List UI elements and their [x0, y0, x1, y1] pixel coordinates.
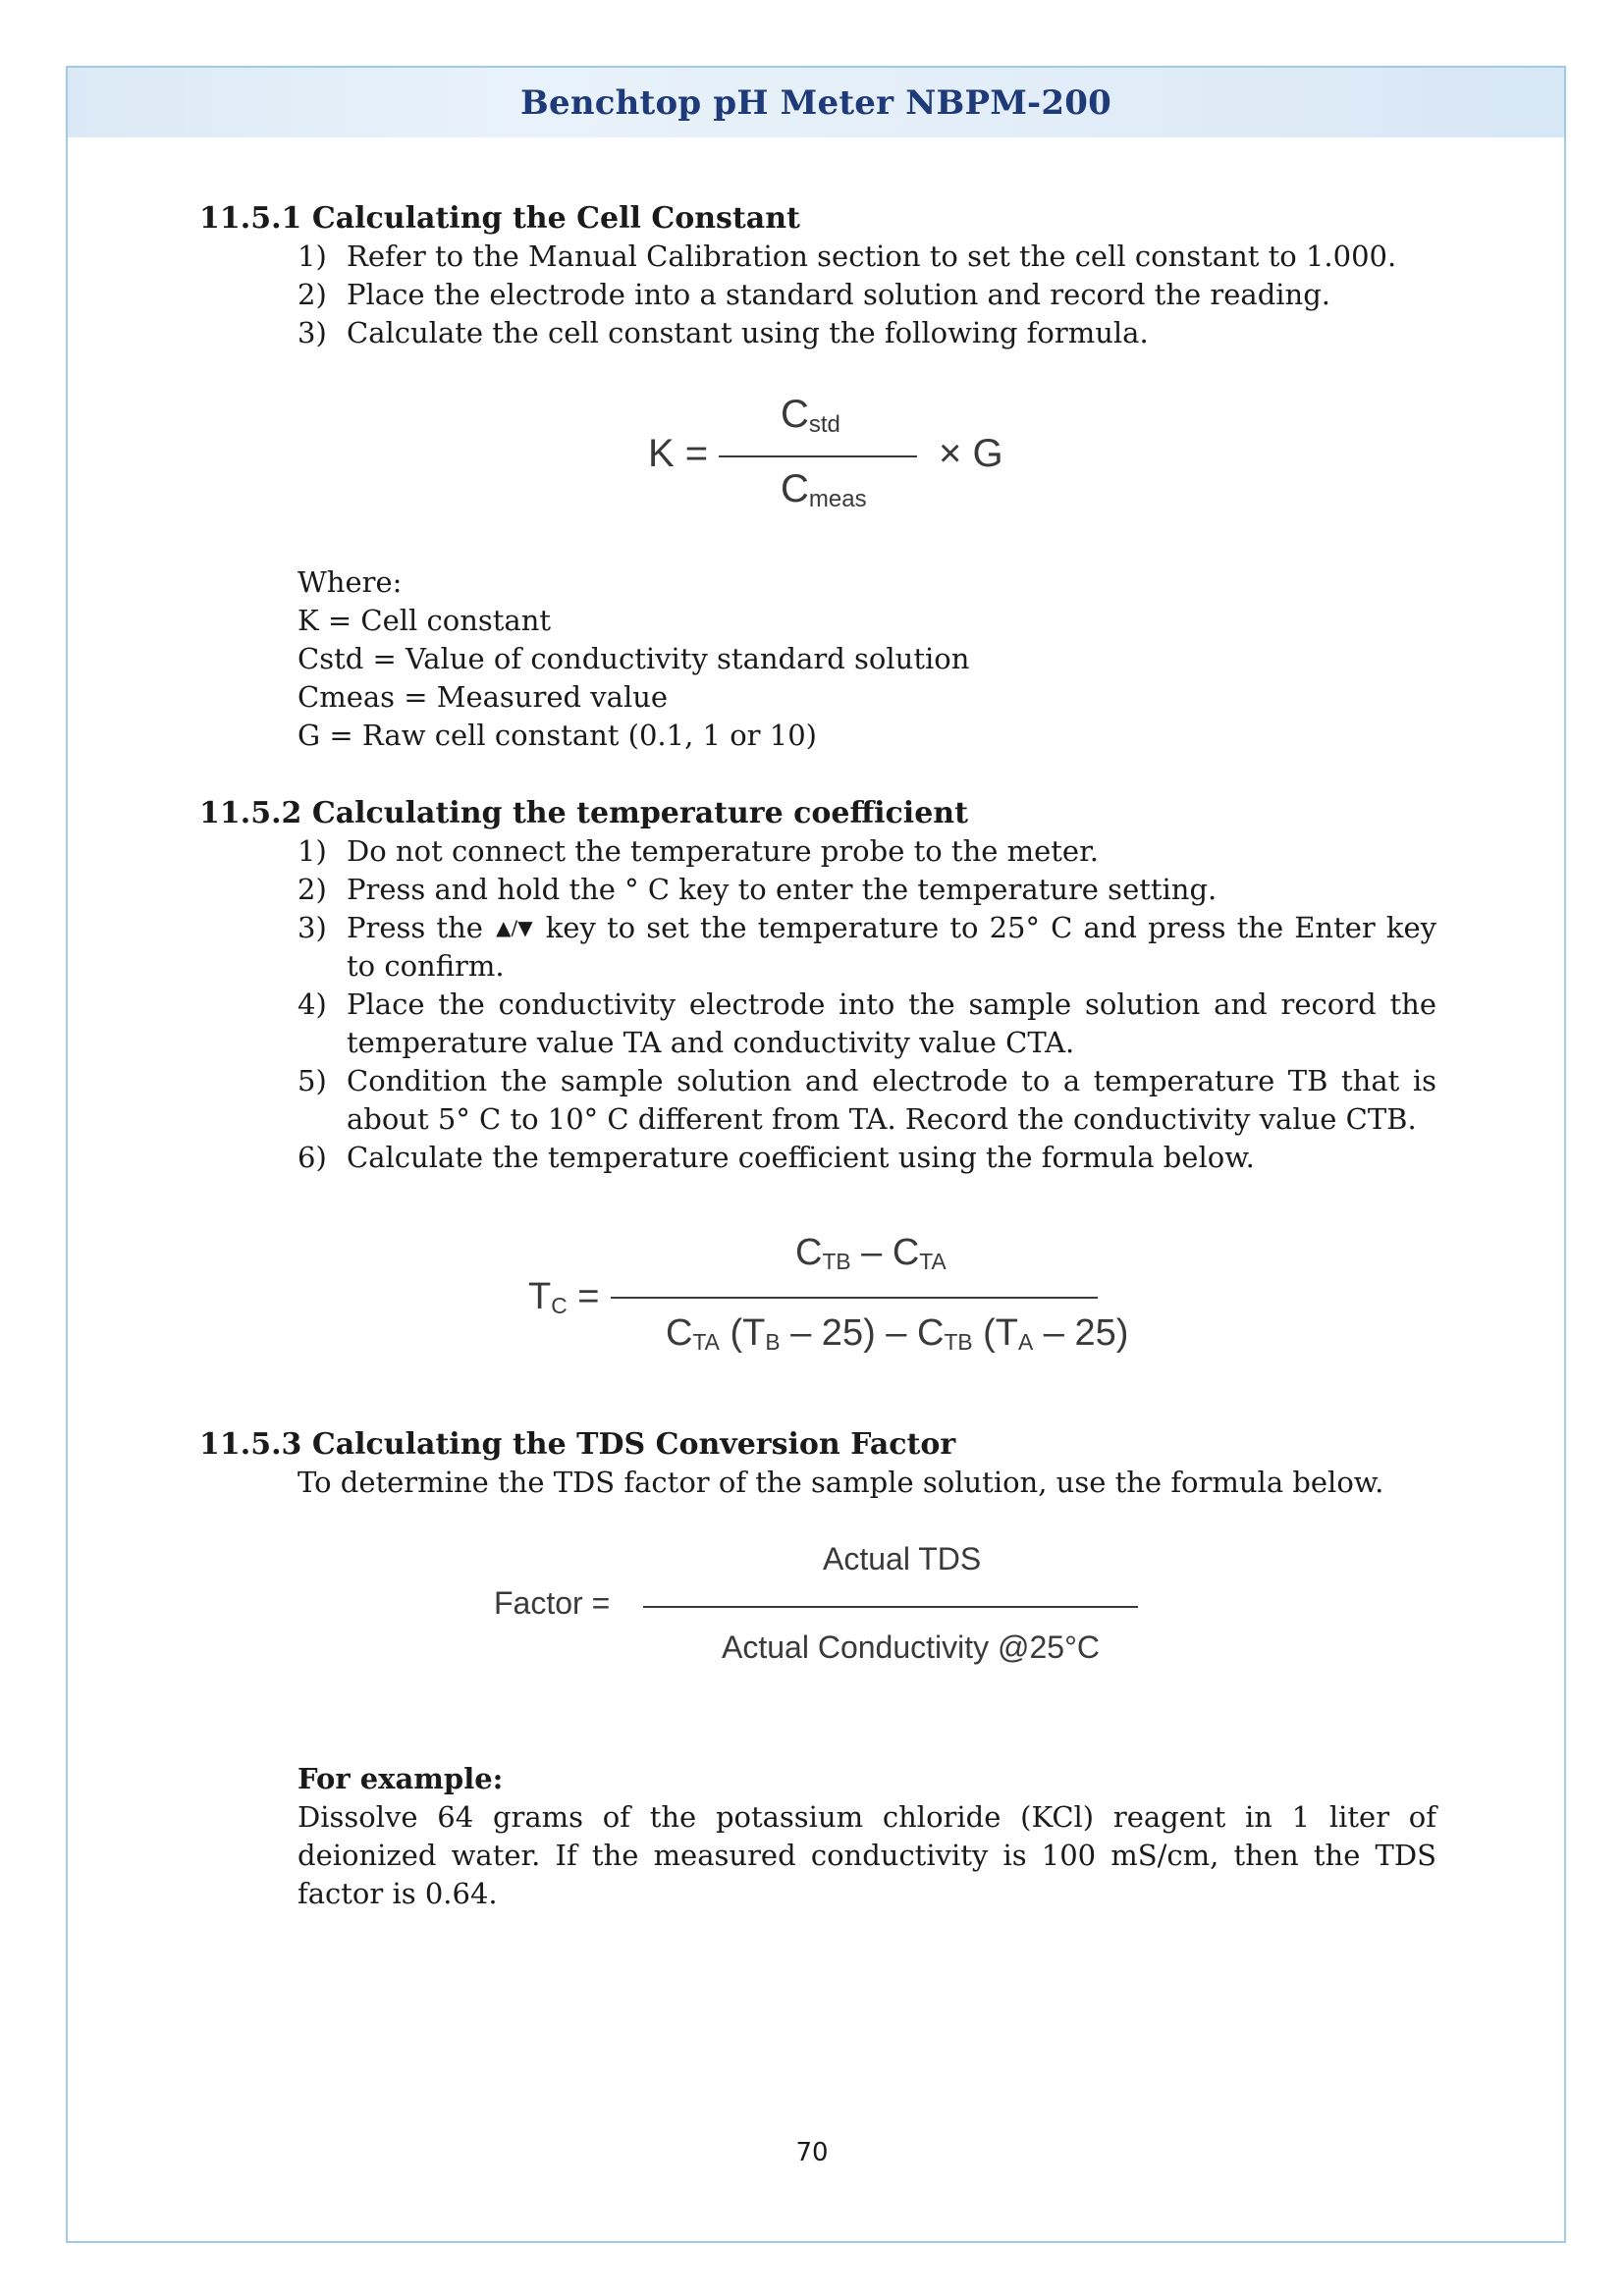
tds-factor-formula: [494, 1541, 1142, 1679]
header-band: [68, 68, 1564, 137]
formula-numerator: Actual TDS: [823, 1541, 982, 1576]
temp-coefficient-steps: [298, 832, 1436, 1177]
cell-constant-formula: [648, 393, 1021, 520]
definition-line: Cstd = Value of conductivity standard solution: [298, 642, 970, 675]
fraction-bar: [643, 1606, 1138, 1608]
section-heading-temp-coefficient: 11.5.2 Calculating the temperature coefficient: [199, 796, 968, 830]
formula-lhs: K =: [648, 432, 709, 475]
list-item: 2) Place the electrode into a standard solution and record the reading.: [298, 278, 1330, 311]
list-item: 1) Refer to the Manual Calibration section to set the cell constant to 1.000.: [298, 240, 1397, 273]
formula-lhs: Factor =: [494, 1585, 611, 1621]
fraction-bar: [719, 455, 917, 457]
section-heading-tds-factor: 11.5.3 Calculating the TDS Conversion Factor: [199, 1427, 956, 1462]
cell-constant-steps: [298, 238, 1436, 352]
definition-line: K = Cell constant: [298, 604, 552, 637]
formula-lhs: TC =: [528, 1276, 600, 1319]
list-item: 5) Condition the sample solution and electrode to a temperature TB that is about 5° C to 10° C different from TA. Record the conductivity value CTB.: [298, 1064, 1436, 1136]
up-down-arrow-icon: ▲/▼: [496, 916, 533, 939]
where-label: Where:: [298, 565, 403, 599]
temp-coefficient-formula: [528, 1232, 1129, 1369]
formula-numerator: CTB – CTA: [795, 1232, 947, 1275]
formula-denominator: CTA (TB – 25) – CTB (TA – 25): [666, 1312, 1129, 1356]
page-number: 70: [795, 2138, 829, 2167]
section-heading-cell-constant: 11.5.1 Calculating the Cell Constant: [199, 201, 800, 236]
formula-denominator: Cmeas: [781, 467, 867, 513]
list-item: 4) Place the conductivity electrode into the sample solution and record the temperature value TA and conductivity value CTA.: [298, 988, 1436, 1059]
list-item: 1) Do not connect the temperature probe to the meter.: [298, 834, 1099, 868]
example-text: Dissolve 64 grams of the potassium chloride (KCl) reagent in 1 liter of deionized water. If the measured conductivity is 100 mS/cm, then the TDS factor is 0.64.: [298, 1800, 1436, 1910]
formula-numerator: Cstd: [781, 393, 840, 439]
example-label: For example:: [298, 1762, 504, 1795]
formula-times-g: × G: [939, 432, 1003, 475]
definition-line: Cmeas = Measured value: [298, 680, 669, 714]
list-item: 2) Press and hold the ° C key to enter the temperature setting.: [298, 873, 1218, 906]
list-item: 3) Calculate the cell constant using the following formula.: [298, 316, 1149, 349]
definition-line: G = Raw cell constant (0.1, 1 or 10): [298, 719, 817, 752]
fraction-bar: [611, 1297, 1098, 1299]
list-item: 3) Press the ▲/▼ key to set the temperature to 25° C and press the Enter key to confirm.: [298, 911, 1437, 983]
document-title: Benchtop pH Meter NBPM-200: [520, 82, 1111, 123]
list-item: 6) Calculate the temperature coefficient using the formula below.: [298, 1141, 1255, 1174]
formula-denominator: Actual Conductivity @25°C: [722, 1629, 1100, 1665]
tds-intro: To determine the TDS factor of the sample solution, use the formula below.: [298, 1466, 1384, 1499]
